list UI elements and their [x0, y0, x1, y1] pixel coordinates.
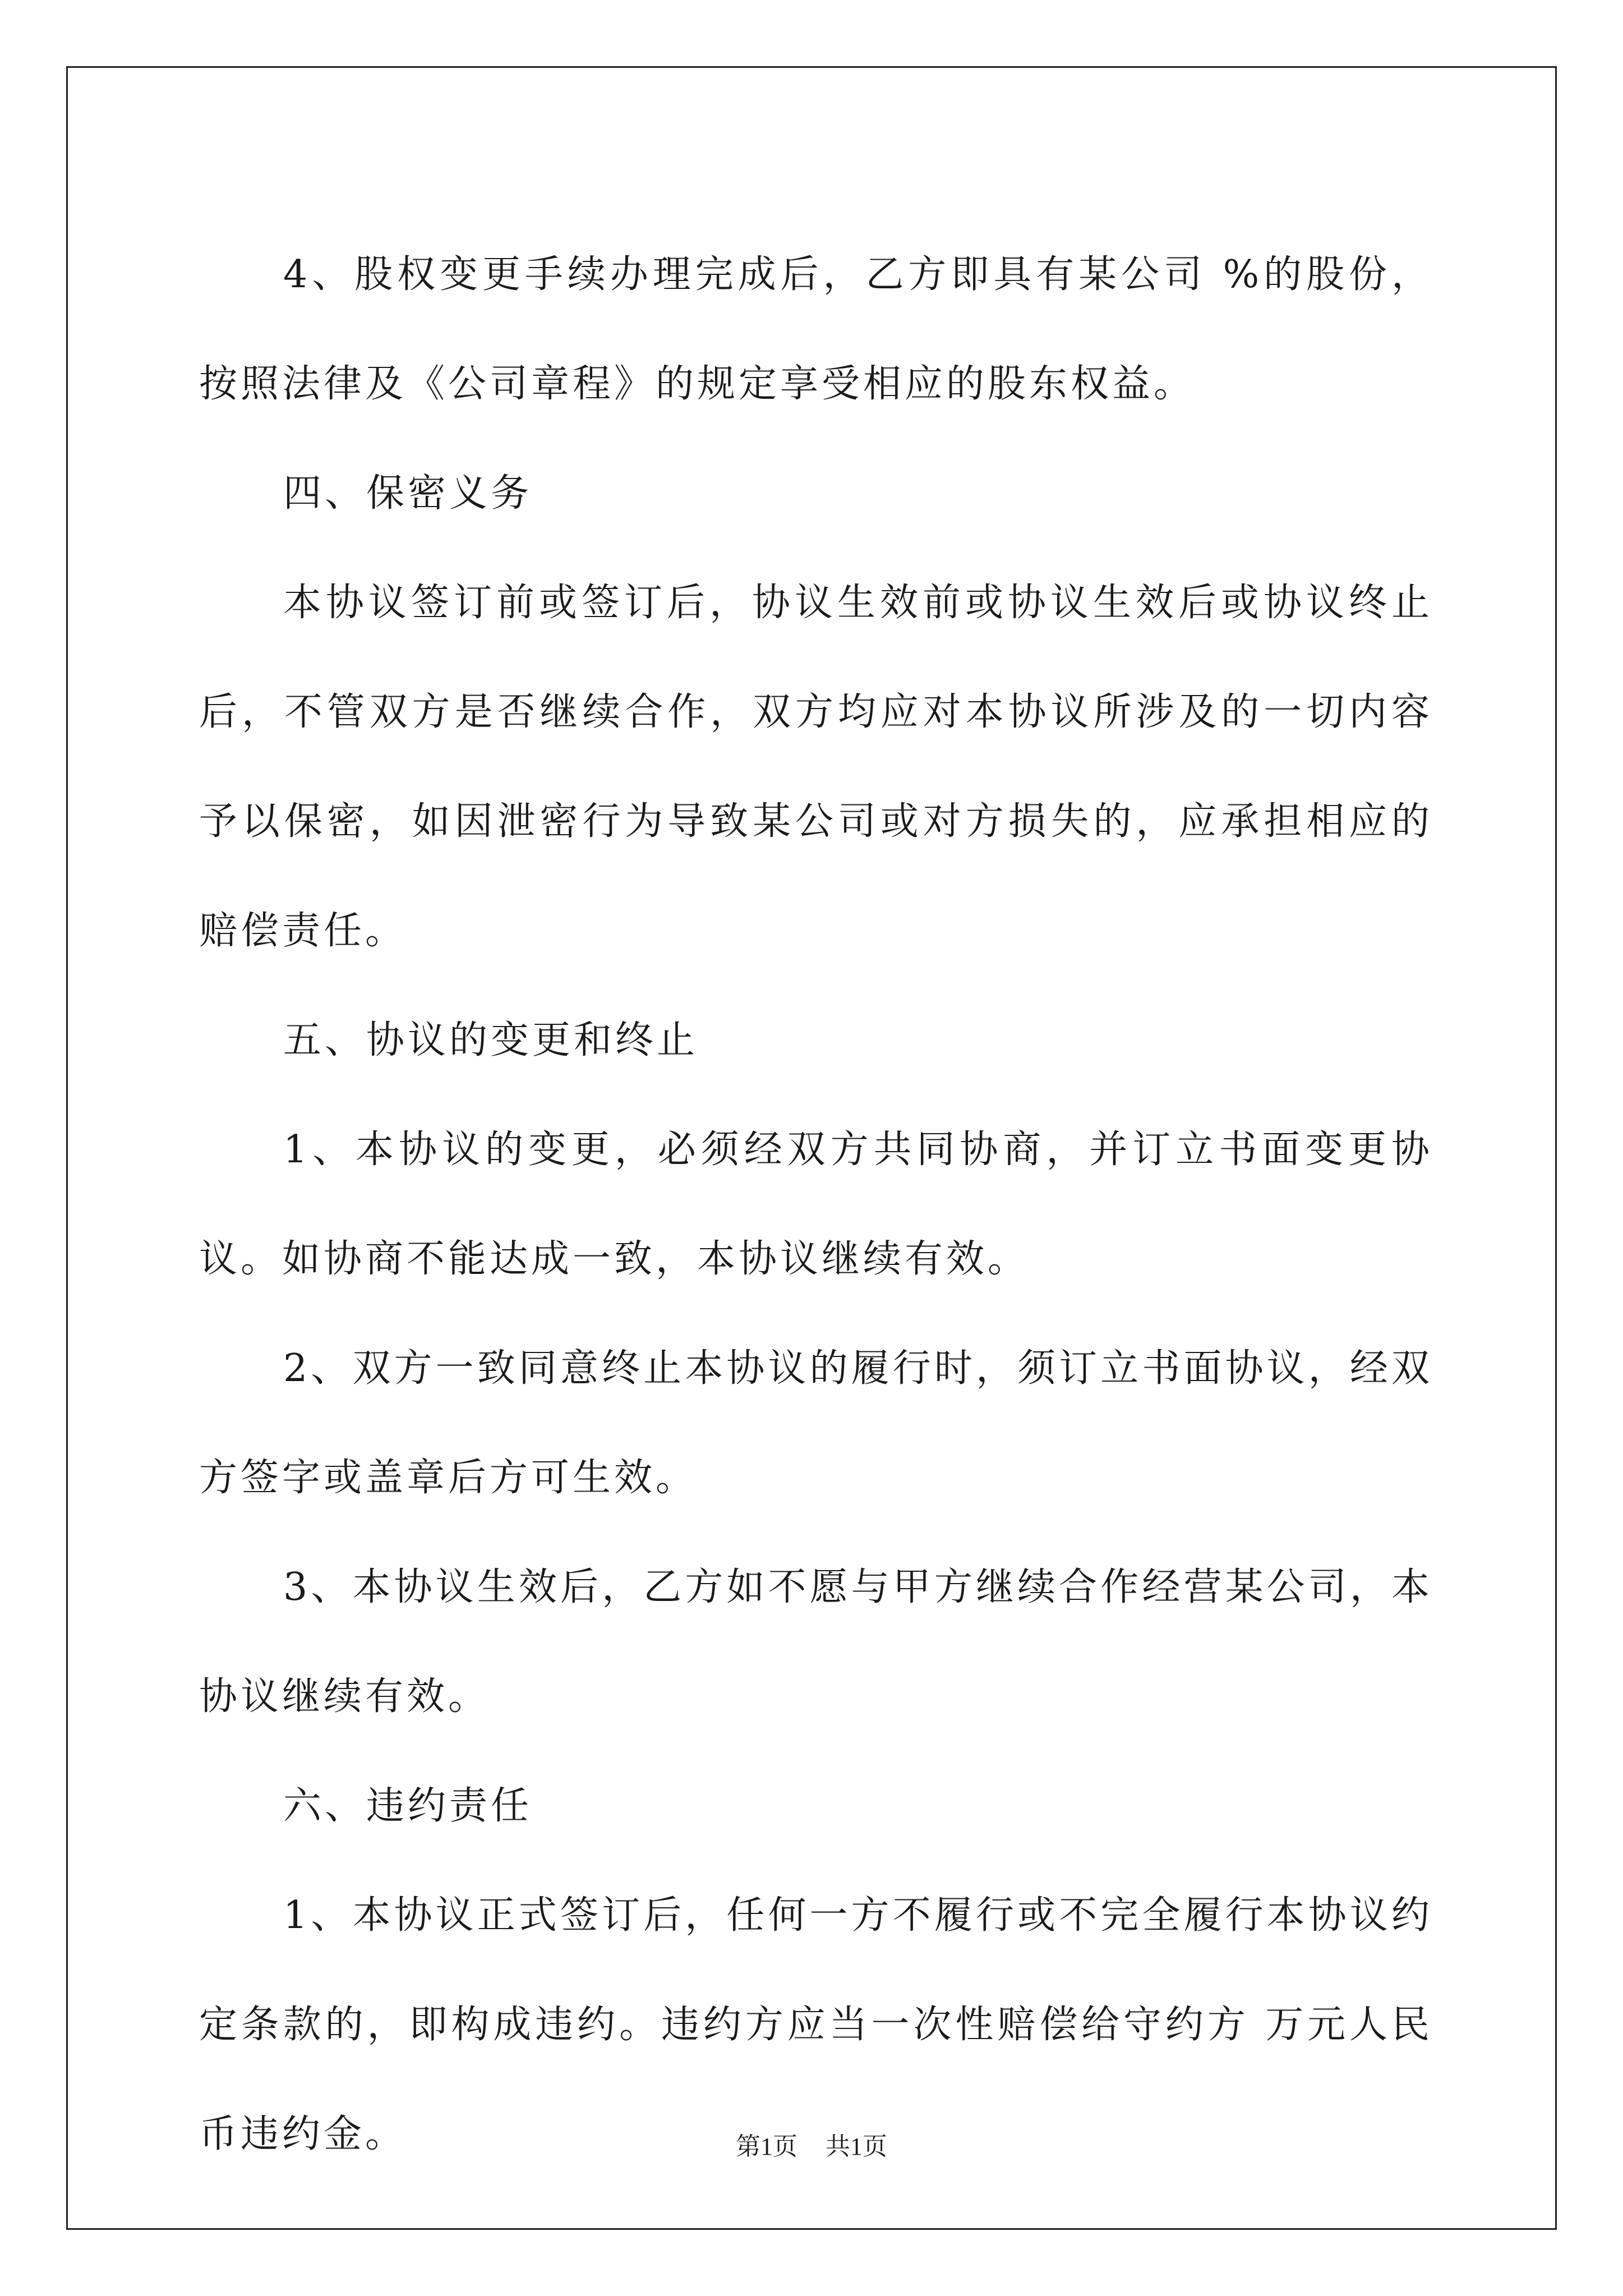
page-number-total: 共1页	[826, 2133, 887, 2160]
paragraph-confidentiality: 本协议签订前或签订后，协议生效前或协议生效后或协议终止后，不管双方是否继续合作，双方均应对本协议所涉及的一切内容予以保密，如因泄密行为导致某公司或对方损失的，应承担相应的赔偿责任。	[199, 581, 1433, 953]
document-body	[199, 220, 1433, 2189]
section-heading-breach-liability: 六、违约责任	[283, 1784, 533, 1828]
paragraph-share-transfer: 4、股权变更手续办理完成后，乙方即具有某公司 %的股份，按照法律及《公司章程》的规定享受相应的股东权益。	[199, 252, 1433, 406]
paragraph-modification: 1、本协议的变更，必须经双方共同协商，并订立书面变更协议。如协商不能达成一致，本协议继续有效。	[199, 1128, 1433, 1281]
page-footer	[0, 2126, 1623, 2162]
page-number-current: 第1页	[736, 2133, 797, 2160]
section-heading-modification-termination: 五、协议的变更和终止	[283, 1018, 699, 1062]
paragraph-continuation: 3、本协议生效后，乙方如不愿与甲方继续合作经营某公司，本协议继续有效。	[199, 1565, 1433, 1719]
paragraph-breach: 1、本协议正式签订后，任何一方不履行或不完全履行本协议约定条款的，即构成违约。违约方应当一次性赔偿给守约方 万元人民币违约金。	[199, 1893, 1433, 2156]
section-heading-confidentiality: 四、保密义务	[283, 471, 533, 516]
paragraph-termination: 2、双方一致同意终止本协议的履行时，须订立书面协议，经双方签字或盖章后方可生效。	[199, 1346, 1433, 1500]
